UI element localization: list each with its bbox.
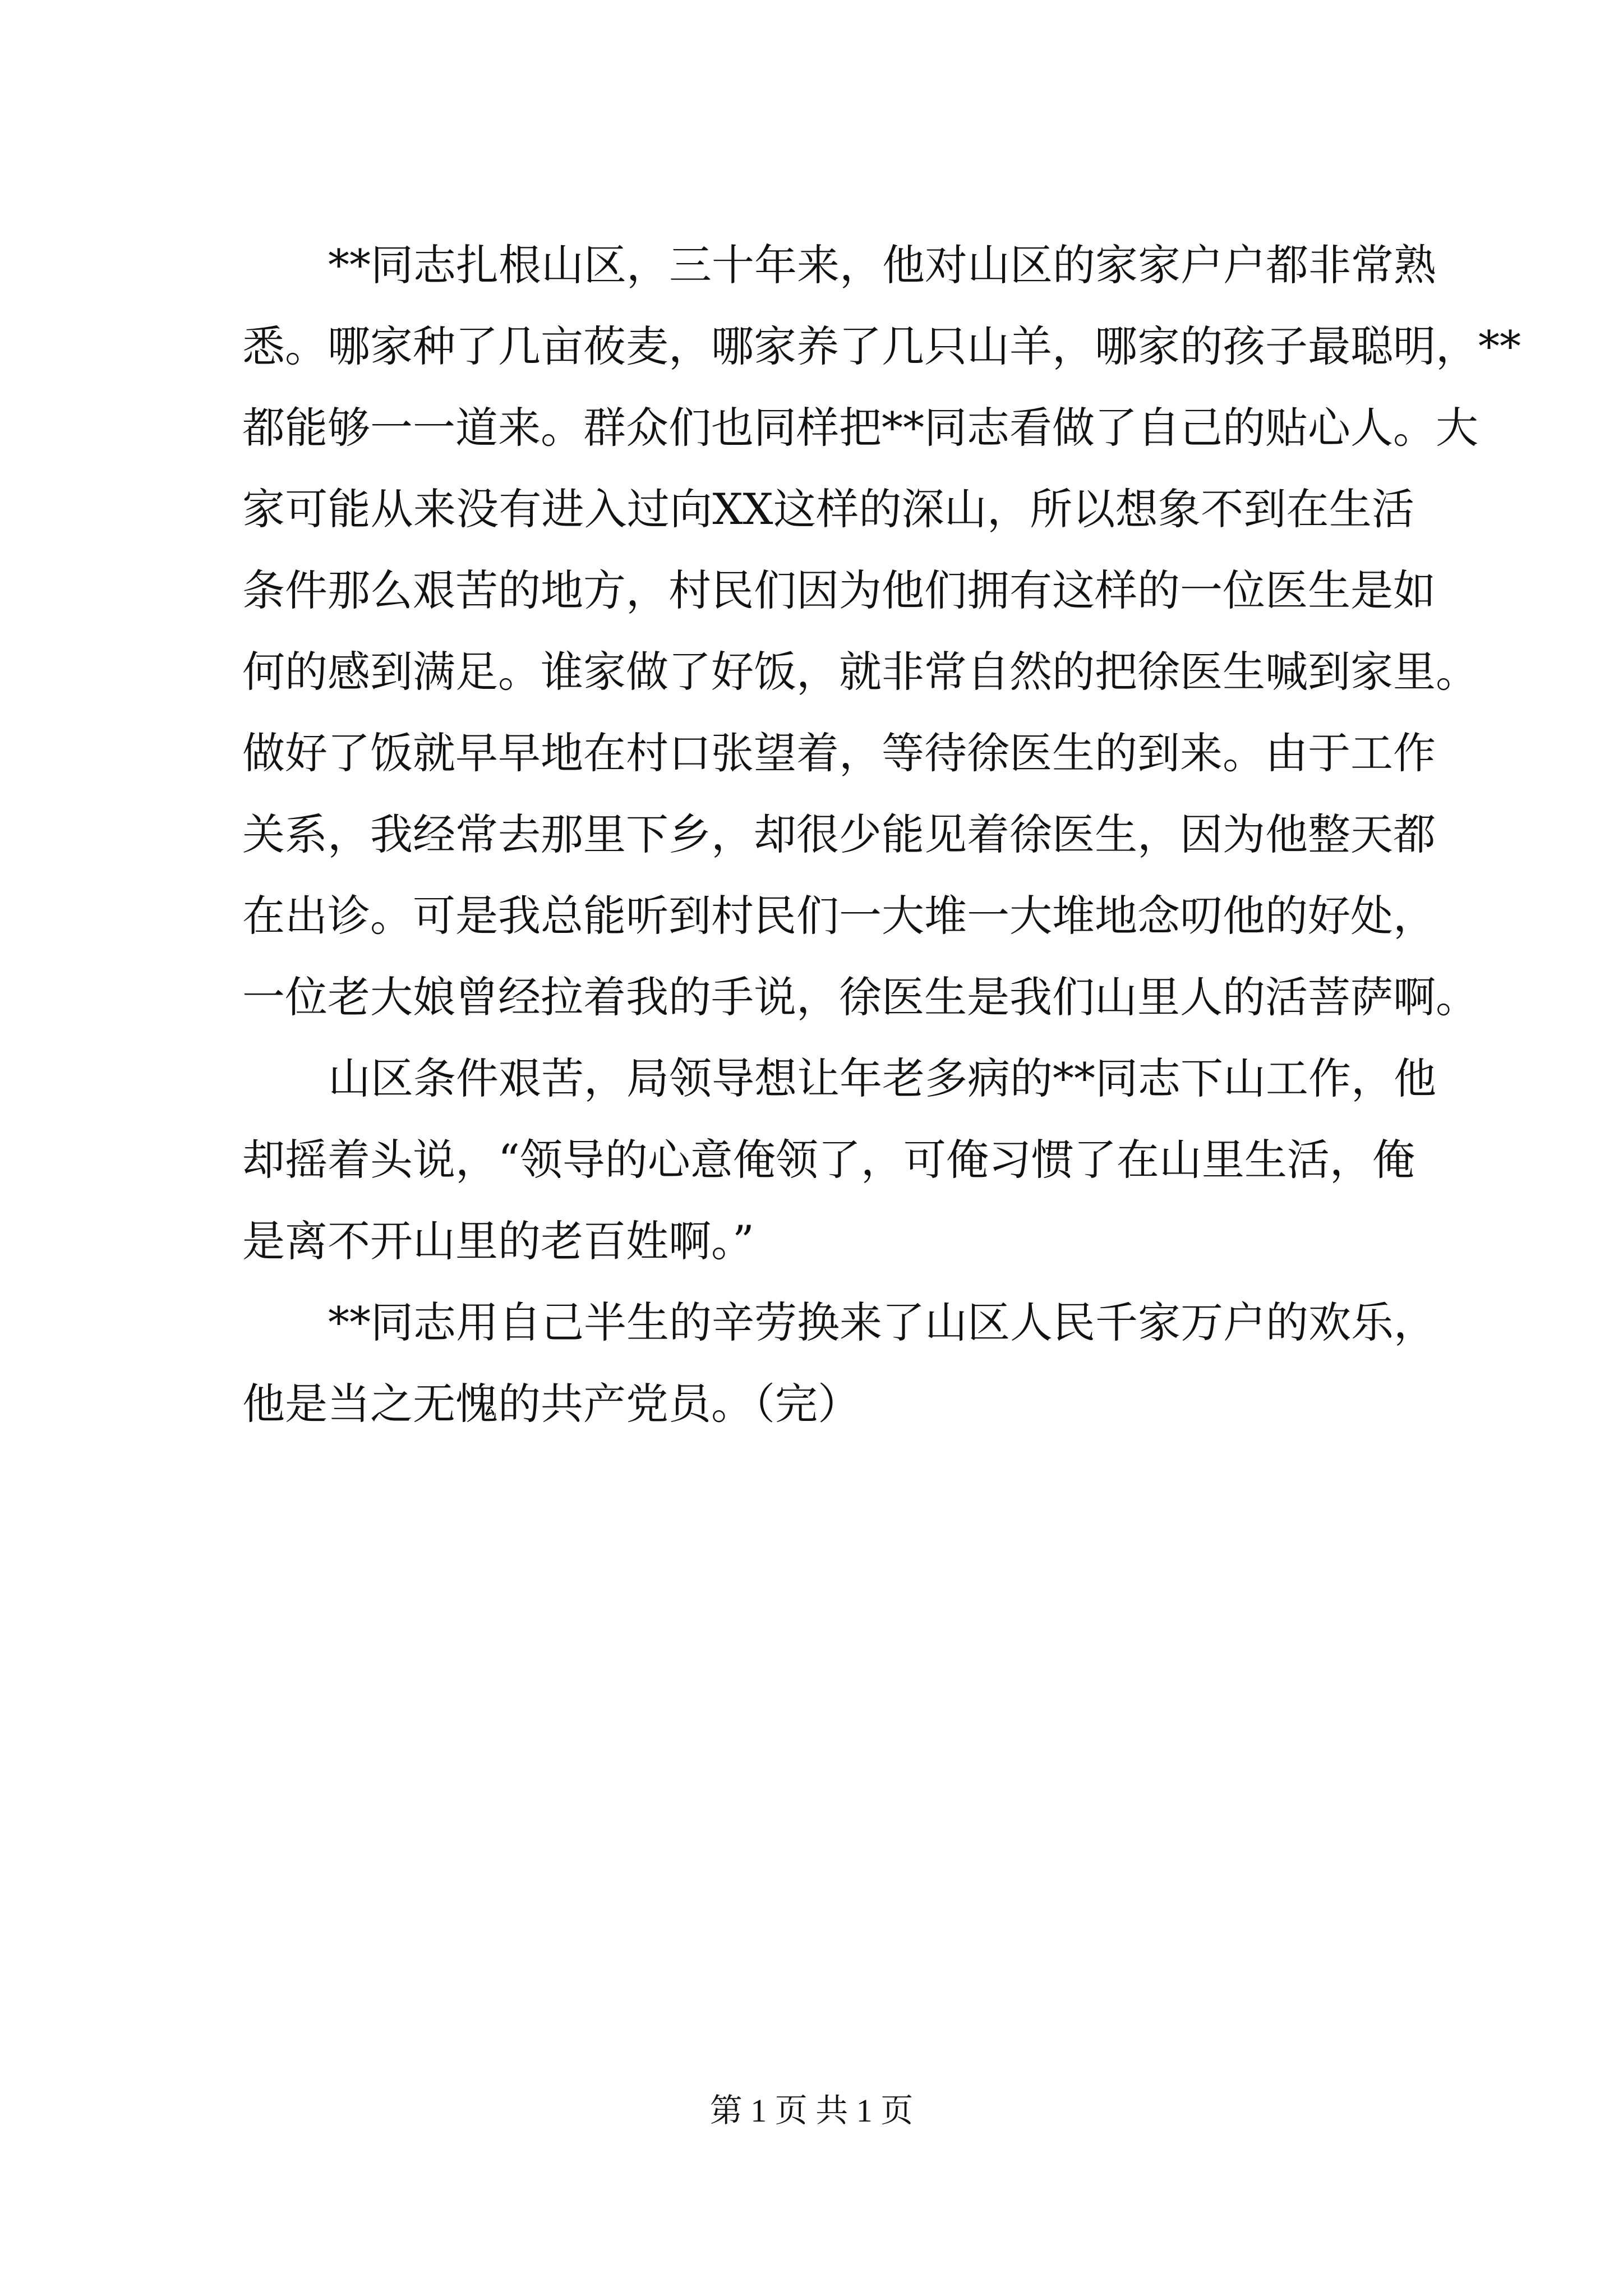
paragraph-line: 悉。哪家种了几亩莜麦，哪家养了几只山羊，哪家的孩子最聪明，** — [242, 321, 1521, 371]
paragraph-1 — [242, 224, 1521, 1038]
paragraph-line: **同志用自己半生的辛劳换来了山区人民千家万户的欢乐， — [328, 1297, 1436, 1347]
paragraph-line: 在出诊。可是我总能听到村民们一大堆一大堆地念叨他的好处， — [242, 891, 1436, 941]
paragraph-line: 是离不开山里的老百姓啊。” — [242, 1216, 754, 1266]
paragraph-line: 何的感到满足。谁家做了好饭，就非常自然的把徐医生喊到家里。 — [242, 647, 1478, 697]
page-number-label: 第 1 页 共 1 页 — [709, 2092, 914, 2129]
paragraph-line: 山区条件艰苦，局领导想让年老多病的**同志下山工作，他 — [328, 1053, 1436, 1103]
paragraph-3 — [242, 1282, 1436, 1444]
paragraph-line: 家可能从来没有进入过向XX这样的深山，所以想象不到在生活 — [242, 484, 1414, 534]
paragraph-line: 关系，我经常去那里下乡，却很少能见着徐医生，因为他整天都 — [242, 809, 1436, 859]
paragraph-line: **同志扎根山区，三十年来，他对山区的家家户户都非常熟 — [328, 240, 1436, 290]
paragraph-line: 条件那么艰苦的地方，村民们因为他们拥有这样的一位医生是如 — [242, 565, 1436, 615]
paragraph-line: 一位老大娘曾经拉着我的手说，徐医生是我们山里人的活菩萨啊。 — [242, 972, 1478, 1022]
paragraph-2 — [242, 1038, 1436, 1282]
paragraph-line: 他是当之无愧的共产党员。（完） — [242, 1379, 860, 1429]
paragraph-line: 却摇着头说，“领导的心意俺领了，可俺习惯了在山里生活，俺 — [242, 1135, 1415, 1185]
document-body — [242, 224, 1521, 1444]
paragraph-line: 做好了饭就早早地在村口张望着，等待徐医生的到来。由于工作 — [242, 728, 1436, 778]
page-footer — [0, 2091, 1623, 2131]
paragraph-line: 都能够一一道来。群众们也同样把**同志看做了自己的贴心人。大 — [242, 403, 1478, 453]
